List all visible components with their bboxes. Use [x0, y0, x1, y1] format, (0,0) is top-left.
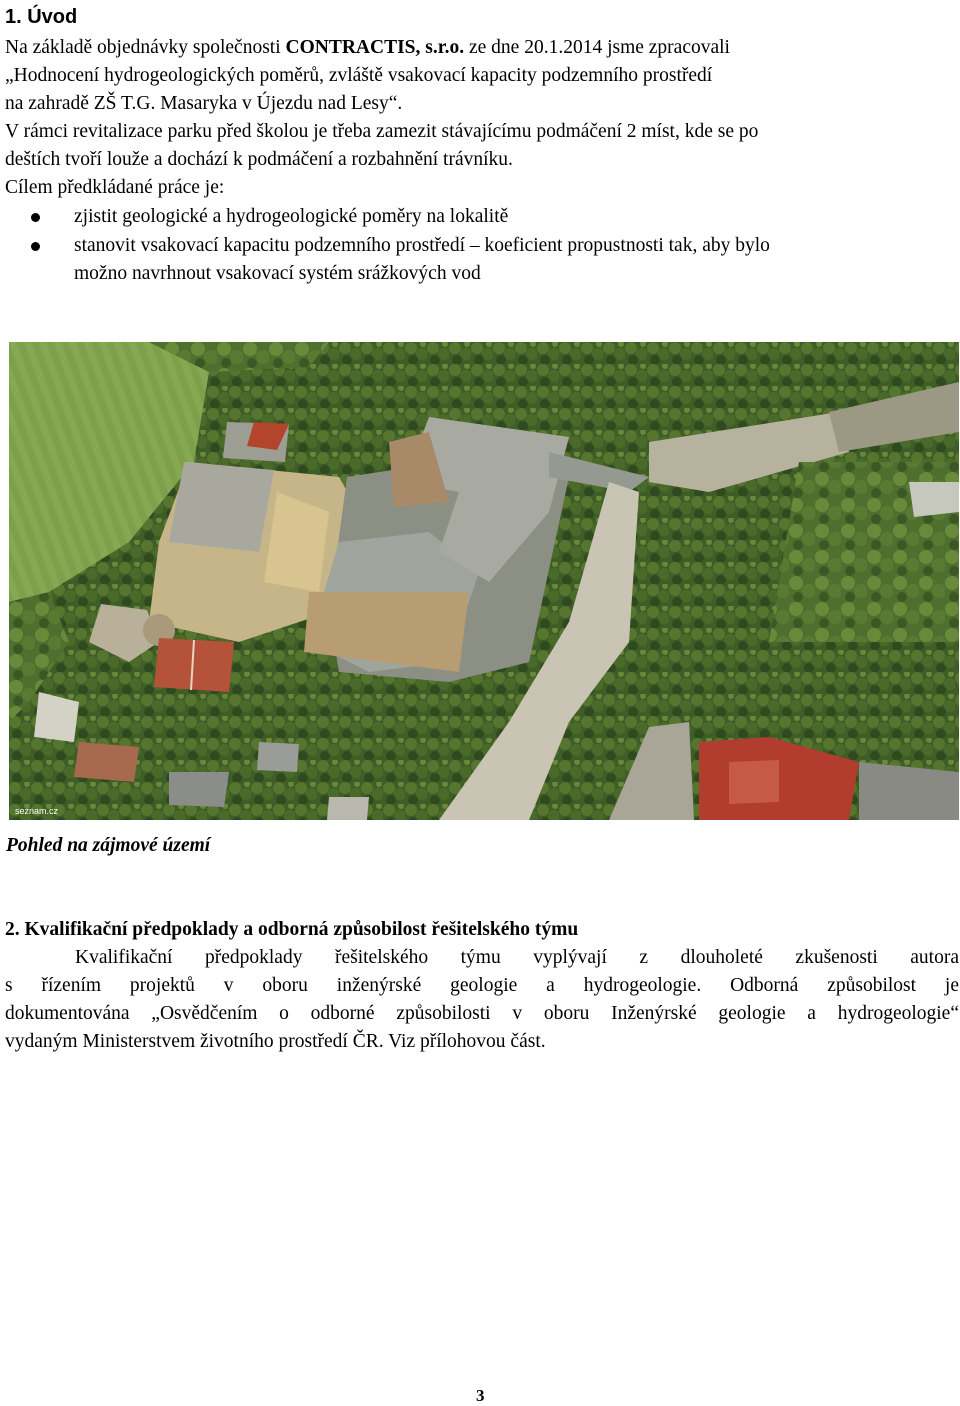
- bullet-icon: [31, 242, 40, 251]
- bullet-item-1: zjistit geologické a hydrogeologické poměry na lokalitě: [74, 206, 509, 227]
- para2-line-2: s řízením projektů v oboru inženýrské geologie a hydrogeologie. Odborná způsobilost je: [5, 975, 959, 996]
- bullet-icon: [31, 213, 40, 222]
- intro-line-3: na zahradě ZŠ T.G. Masaryka v Újezdu nad Lesy“.: [5, 93, 403, 114]
- page-number: 3: [476, 1386, 485, 1405]
- section-heading-uvod: 1. Úvod: [5, 6, 78, 28]
- intro-line-2: „Hodnocení hydrogeologických poměrů, zvláště vsakovací kapacity podzemního prostředí: [5, 65, 713, 86]
- intro-line-5: deštích tvoří louže a dochází k podmáčení a rozbahnění trávníku.: [5, 149, 513, 170]
- bullet-item-2: stanovit vsakovací kapacitu podzemního prostředí – koeficient propustnosti tak, aby bylo: [74, 235, 770, 256]
- aerial-photo: [9, 342, 959, 820]
- intro-line-4: V rámci revitalizace parku před školou je třeba zamezit stávajícímu podmáčení 2 míst, kde se po: [5, 121, 759, 142]
- photo-watermark: seznam.cz: [15, 806, 59, 816]
- intro-text: Na základě objednávky společnosti: [5, 37, 286, 58]
- intro-line-6: Cílem předkládané práce je:: [5, 177, 225, 198]
- photo-caption: Pohled na zájmové území: [6, 835, 211, 856]
- bullet-item-2-continuation: možno navrhnout vsakovací systém srážkových vod: [74, 263, 481, 284]
- para2-line-1: Kvalifikační předpoklady řešitelského týmu vyplývají z dlouholeté zkušenosti autora: [75, 947, 959, 968]
- company-name: CONTRACTIS, s.r.o.: [285, 37, 465, 58]
- intro-line-1: [5, 38, 730, 58]
- para2-line-3: dokumentována „Osvědčením o odborné způsobilosti v oboru Inženýrské geologie a hydrogeologie“: [5, 1003, 959, 1024]
- section-heading-kvalifikace: 2. Kvalifikační předpoklady a odborná způsobilost řešitelského týmu: [5, 919, 579, 940]
- intro-text: ze dne 20.1.2014 jsme zpracovali: [464, 37, 730, 58]
- para2-line-4: vydaným Ministerstvem životního prostředí ČR. Viz přílohovou část.: [5, 1031, 546, 1052]
- aerial-photo-drawing: [9, 342, 959, 820]
